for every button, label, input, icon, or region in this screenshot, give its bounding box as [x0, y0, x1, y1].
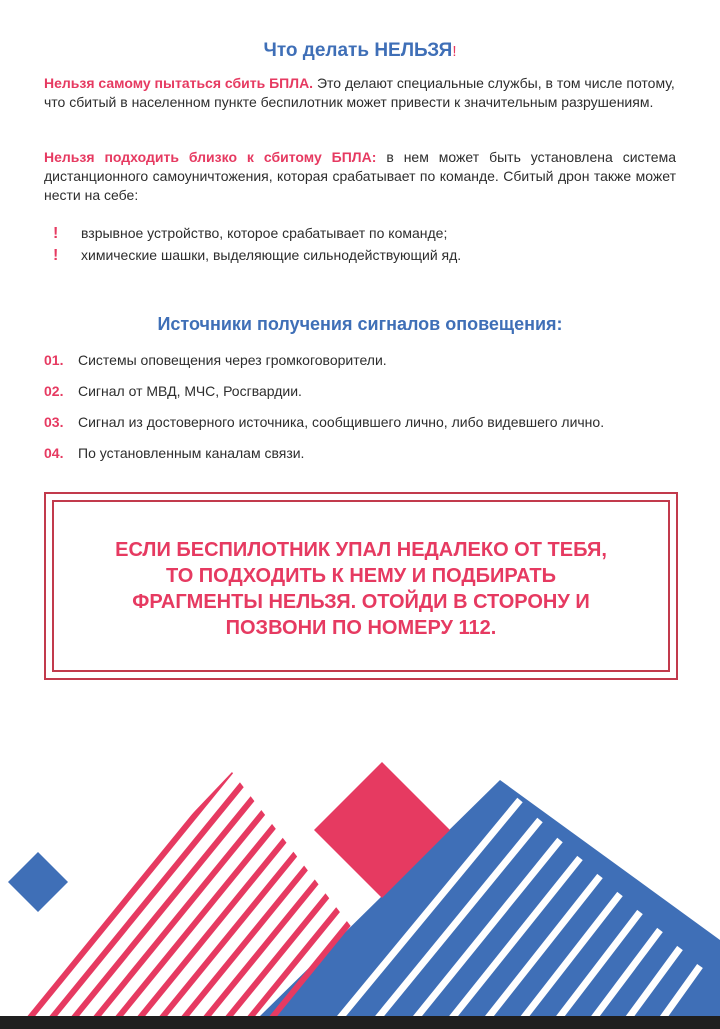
- list-item: [44, 344, 604, 375]
- list-item-text: Системы оповещения через громкоговорители.: [78, 351, 387, 368]
- paragraph-no-shoot-down: [44, 74, 676, 112]
- list-item-text: По установленным каналам связи.: [78, 444, 305, 461]
- decorative-graphic: [0, 740, 720, 1029]
- danger-list: [50, 222, 461, 266]
- exclamation-icon: !: [53, 224, 59, 242]
- list-item-text: Сигнал от МВД, МЧС, Росгвардии.: [78, 382, 302, 399]
- list-number: 02.: [44, 382, 64, 399]
- paragraph-body: Это делают специальные службы, в том числе потому, что сбитый в населенном пункте беспилотник может привести к значительным разрушениям.: [44, 75, 675, 110]
- list-item: [50, 244, 461, 266]
- list-item: [44, 375, 604, 406]
- paragraph-body: в нем может быть установлена система дистанционного самоуничтожения, которая срабатывает по команде. Сбитый дрон также может нести на себе:: [44, 149, 676, 203]
- sources-list: [44, 344, 604, 468]
- bottom-bar: [0, 1016, 720, 1029]
- list-item-text: взрывное устройство, которое срабатывает по команде;: [81, 224, 448, 241]
- paragraph-highlight: Нельзя подходить близко к сбитому БПЛА:: [44, 149, 377, 165]
- list-item-text: Сигнал из достоверного источника, сообщившего лично, либо видевшего лично.: [78, 413, 605, 430]
- list-number: 01.: [44, 351, 64, 368]
- list-number: 04.: [44, 444, 64, 461]
- list-item: [50, 222, 461, 244]
- blue-diamond-shape: [8, 852, 68, 912]
- warning-text: ЕСЛИ БЕСПИЛОТНИК УПАЛ НЕДАЛЕКО ОТ ТЕБЯ, ТО ПОДХОДИТЬ К НЕМУ И ПОДБИРАТЬ ФРАГМЕНТЫ НЕЛЬЗЯ. ОТОЙДИ В СТОРОНУ И ПОЗВОНИ ПО НОМЕРУ 112.: [115, 539, 607, 639]
- page-title: [0, 40, 720, 62]
- sources-title: Источники получения сигналов оповещения:: [157, 314, 563, 334]
- page-title-text: Что делать НЕЛЬЗЯ: [263, 40, 453, 61]
- warning-box-inner-border: [52, 500, 670, 672]
- page-title-exclamation: !: [452, 43, 457, 60]
- exclamation-icon: !: [53, 246, 59, 264]
- paragraph-no-approach: [44, 148, 676, 205]
- list-item: [44, 437, 604, 468]
- paragraph-highlight: Нельзя самому пытаться сбить БПЛА.: [44, 75, 314, 91]
- list-number: 03.: [44, 413, 64, 430]
- list-item-text: химические шашки, выделяющие сильнодействующий яд.: [81, 246, 462, 263]
- list-item: [44, 406, 604, 437]
- warning-box: [44, 492, 678, 680]
